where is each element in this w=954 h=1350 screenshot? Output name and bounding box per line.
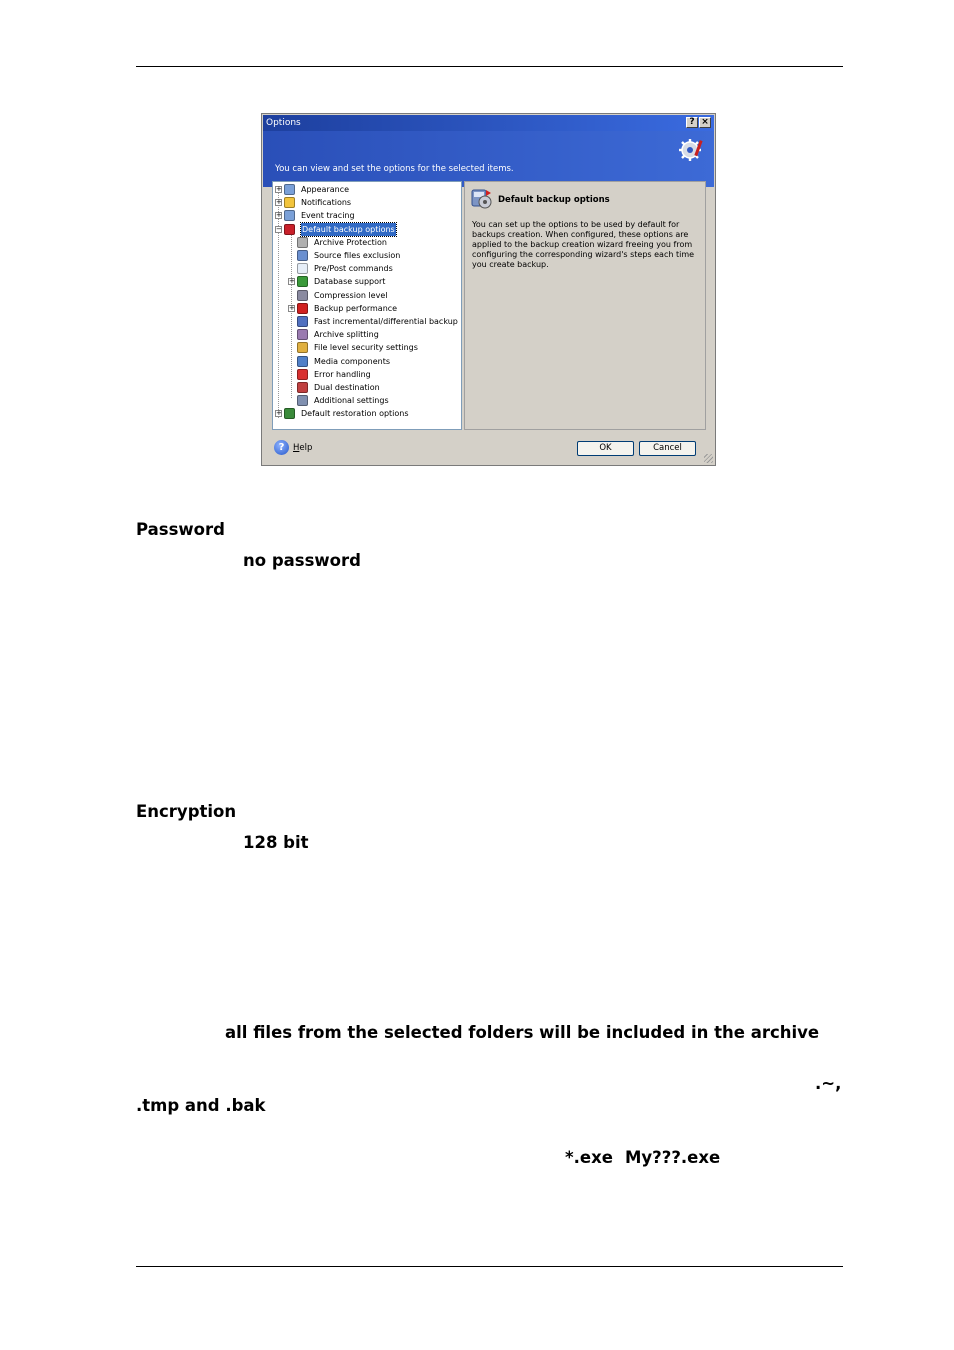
tree-guide-line <box>278 189 279 418</box>
mask-example-1: *.exe <box>565 1148 613 1167</box>
dialog-title: Options <box>266 118 301 128</box>
tree-expander-icon[interactable]: + <box>289 303 295 312</box>
tree-expander-icon[interactable]: + <box>276 409 282 418</box>
default-backup-options-icon <box>471 188 493 210</box>
panel-title: Default backup options <box>498 195 610 205</box>
tree-item-icon <box>297 303 308 314</box>
titlebar-help-button[interactable]: ? <box>686 117 698 128</box>
ok-button[interactable]: OK <box>577 441 634 456</box>
encryption-heading: Encryption <box>136 802 237 821</box>
tree-item-label: Additional settings <box>314 396 389 406</box>
tree-item-label: Event tracing <box>301 211 355 221</box>
resize-grip[interactable] <box>704 454 713 463</box>
header-rule <box>136 66 843 67</box>
tree-item-label: Default backup options <box>302 224 395 234</box>
tree-item-icon <box>297 395 308 406</box>
tree-item-icon <box>284 197 295 208</box>
tree-item-label: Archive splitting <box>314 330 379 340</box>
tree-item-icon <box>297 316 308 327</box>
tree-expander-icon[interactable]: + <box>289 277 295 286</box>
tree-item-icon <box>297 237 308 248</box>
tree-item-icon <box>284 224 295 235</box>
tree-item-label: Media components <box>314 356 390 366</box>
tree-item-icon <box>297 382 308 393</box>
tree-expander-icon[interactable]: + <box>276 185 282 193</box>
exclusion-default-text: all files from the selected folders will be included in the archive <box>225 1023 820 1042</box>
tree-item-icon <box>284 184 295 195</box>
footer-rule <box>136 1266 843 1267</box>
description-panel <box>464 181 706 430</box>
tree-item-icon <box>297 250 308 261</box>
tree-item-icon <box>297 356 308 367</box>
mask-example-2: My???.exe <box>625 1148 721 1167</box>
tree-expander-icon[interactable]: + <box>276 211 282 220</box>
cancel-button[interactable]: Cancel <box>639 441 696 456</box>
tree-item-icon <box>297 276 308 287</box>
tree-item-label: Archive Protection <box>314 237 387 247</box>
tree-item-label: Appearance <box>301 185 350 194</box>
tree-item-label: Pre/Post commands <box>314 264 393 274</box>
tree-item-icon <box>297 342 308 353</box>
tree-item-icon <box>284 210 295 221</box>
tree-item-icon <box>297 369 308 380</box>
banner-text: You can view and set the options for the selected items. <box>275 164 514 174</box>
tree-item-label: Backup performance <box>314 303 398 313</box>
dialog-titlebar <box>263 115 714 131</box>
gear-settings-icon <box>678 137 704 163</box>
tree-item-label: Database support <box>314 277 386 287</box>
help-icon[interactable]: ? <box>274 440 289 455</box>
tree-item-label: File level security settings <box>314 343 418 353</box>
tree-item-label: Source files exclusion <box>314 251 401 260</box>
tree-expander-icon[interactable]: + <box>276 198 282 207</box>
tree-item-icon <box>297 329 308 340</box>
panel-description: You can set up the options to be used by default for backups creation. When configured, these options are applied to the backup creation wizard freeing you from configuring the corresponding wizard's steps each time you create backup. <box>472 220 695 269</box>
tree-item-icon <box>297 290 308 301</box>
tree-item-icon <box>284 408 295 419</box>
tree-guide-line <box>291 234 292 398</box>
tree-item-label: Fast incremental/differential backup <box>314 317 458 326</box>
dialog-banner <box>263 131 714 187</box>
tree-item-icon <box>297 263 308 274</box>
extension-list-part1: .~, <box>815 1074 842 1093</box>
extension-list-part2: .tmp and .bak <box>136 1096 266 1115</box>
titlebar-close-button[interactable]: × <box>699 117 711 128</box>
password-default-value: no password <box>243 551 361 570</box>
options-tree[interactable] <box>272 181 462 430</box>
tree-item-label: Compression level <box>314 290 388 300</box>
tree-expander-icon[interactable]: − <box>276 224 282 233</box>
options-dialog <box>261 113 716 466</box>
help-link[interactable]: Help <box>293 443 313 453</box>
encryption-default-value: 128 bit <box>243 833 309 852</box>
tree-item-label: Dual destination <box>314 383 380 392</box>
tree-item-label: Default restoration options <box>301 409 409 419</box>
tree-item-label: Notifications <box>301 198 352 208</box>
password-heading: Password <box>136 520 225 539</box>
tree-item-label: Error handling <box>314 369 371 379</box>
